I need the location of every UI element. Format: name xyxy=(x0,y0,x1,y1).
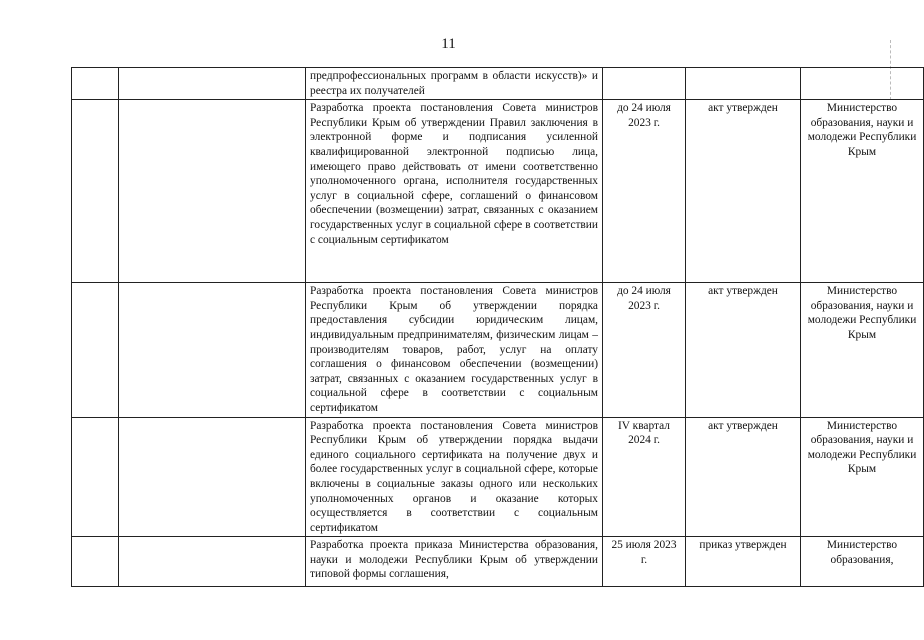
responsible-cell xyxy=(801,68,924,100)
stage-cell xyxy=(119,283,306,417)
table-row xyxy=(72,68,924,100)
plan-table xyxy=(71,67,924,587)
deadline-cell: 25 июля 2023 г. xyxy=(603,537,686,587)
result-cell: акт утвержден xyxy=(686,417,801,537)
description-cell: Разработка проекта постановления Совета министров Республики Крым об утверждении порядка выдачи единого социального сертификата на получение двух и более государственных услуг в социальной сфере, которые включены в социальные заказы одного или нескольких уполномоченных органов и оказание которых осуществляется в соответствии с социальным сертификатом xyxy=(306,417,603,537)
responsible-cell: Министерство образования, науки и молодежи Республики Крым xyxy=(801,283,924,417)
result-cell: акт утвержден xyxy=(686,283,801,417)
number-cell xyxy=(72,68,119,100)
description-cell: предпрофессиональных программ в области искусств)» и реестра их получателей xyxy=(306,68,603,100)
description-cell: Разработка проекта приказа Министерства образования, науки и молодежи Республики Крым об утверждении типовой формы соглашения, xyxy=(306,537,603,587)
deadline-cell: до 24 июля 2023 г. xyxy=(603,283,686,417)
stage-cell xyxy=(119,100,306,283)
table-row xyxy=(72,100,924,283)
number-cell xyxy=(72,283,119,417)
number-cell xyxy=(72,537,119,587)
description-cell: Разработка проекта постановления Совета министров Республики Крым об утверждении Правил заключения в электронной форме и подписания усиленной квалифицированной электронной подписью лица, имеющего право действовать от имени соответственно уполномоченного органа, исполнителя государственных услуг в социальной сфере, соглашений о финансовом обеспечении (возмещении) затрат, связанных с оказанием государственных услуг в социальной сфере в соответствии с социальным сертификатом xyxy=(306,100,603,283)
deadline-cell: IV квартал 2024 г. xyxy=(603,417,686,537)
table-row xyxy=(72,537,924,587)
deadline-cell: до 24 июля 2023 г. xyxy=(603,100,686,283)
stage-cell xyxy=(119,417,306,537)
description-cell: Разработка проекта постановления Совета министров Республики Крым об утверждении порядка предоставления субсидии юридическим лицам, индивидуальным предпринимателям, физическим лицам – производителям товаров, работ, услуг на оплату соглашения о финансовом обеспечении (возмещении) затрат, связанных с оказанием государственных услуг в социальной сфере в соответствии с социальным сертификатом xyxy=(306,283,603,417)
table-row xyxy=(72,283,924,417)
number-cell xyxy=(72,417,119,537)
stage-cell xyxy=(119,537,306,587)
responsible-cell: Министерство образования, науки и молодежи Республики Крым xyxy=(801,100,924,283)
number-cell xyxy=(72,100,119,283)
stage-cell xyxy=(119,68,306,100)
responsible-cell: Министерство образования, науки и молодежи Республики Крым xyxy=(801,417,924,537)
result-cell: акт утвержден xyxy=(686,100,801,283)
result-cell: приказ утвержден xyxy=(686,537,801,587)
page-number: 11 xyxy=(441,36,456,52)
table-row xyxy=(72,417,924,537)
responsible-cell: Министерство образования, xyxy=(801,537,924,587)
result-cell xyxy=(686,68,801,100)
deadline-cell xyxy=(603,68,686,100)
